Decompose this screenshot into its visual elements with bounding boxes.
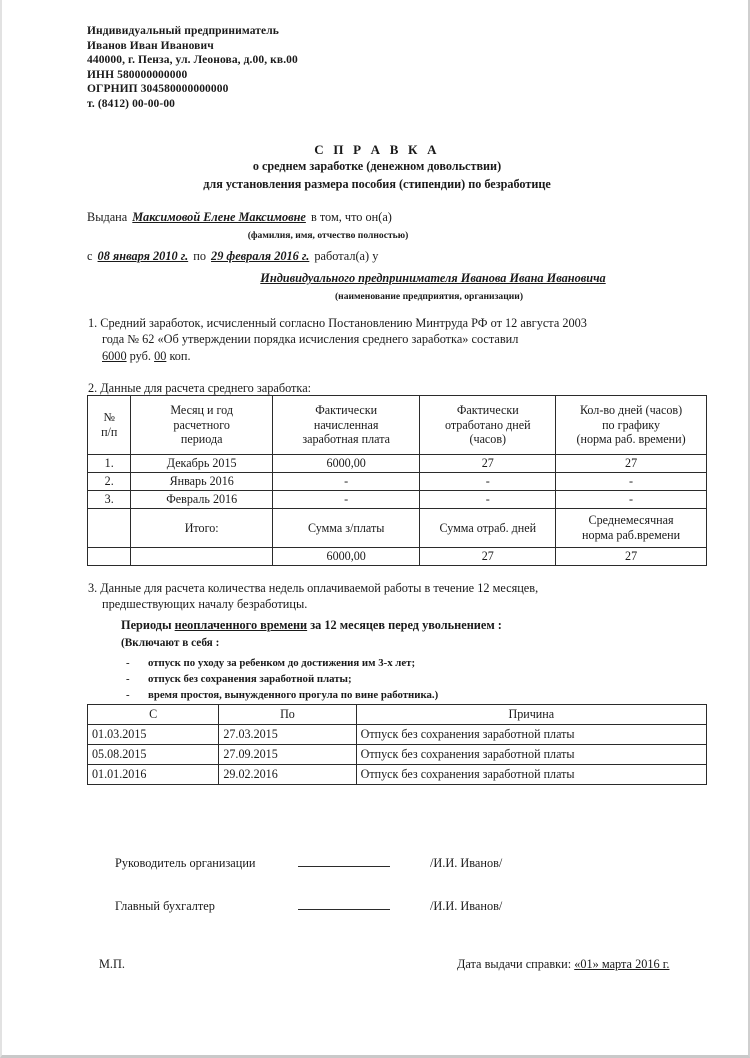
issue-date-label: Дата выдачи справки: xyxy=(457,957,572,971)
table-row xyxy=(88,473,707,491)
earnings-table xyxy=(87,395,707,566)
signature-role-director: Руководитель организации xyxy=(115,856,256,870)
to-label: по xyxy=(193,249,206,263)
letterhead-line-6: т. (8412) 00-00-00 xyxy=(87,97,176,110)
cell-total-norm-label xyxy=(556,509,707,548)
col-header-wage xyxy=(272,396,420,455)
cell-total-value-worked: 27 xyxy=(420,548,556,566)
cell-number: 1. xyxy=(88,455,131,473)
cell-total-label: Итого: xyxy=(131,509,272,548)
list-item xyxy=(88,655,698,671)
col-header-month-line-1: Месяц и год xyxy=(170,403,234,418)
cell-from-date: 05.08.2015 xyxy=(88,745,219,765)
letterhead-line-3: 440000, г. Пенза, ул. Леонова, д.00, кв.00 xyxy=(87,54,298,67)
cell-worked-days: - xyxy=(420,473,556,491)
section-3-line-2: предшествующих началу безработицы. xyxy=(102,597,308,612)
dash-icon: - xyxy=(126,672,130,685)
letterhead xyxy=(87,24,298,112)
list-item-label: отпуск без сохранения заработной платы; xyxy=(148,672,352,685)
cell-month: Декабрь 2015 xyxy=(131,455,272,473)
section-3-bullet-list xyxy=(88,655,698,703)
cell-from-date: 01.01.2016 xyxy=(88,765,219,785)
section-1-line-2: года № 62 «Об утверждении порядка исчисления среднего заработка» составил xyxy=(102,332,519,347)
table-row xyxy=(88,491,707,509)
earnings-table-head xyxy=(88,396,707,455)
table-row xyxy=(88,745,707,765)
signature-line-director xyxy=(298,855,390,867)
list-item xyxy=(88,671,698,687)
signature-name-accountant: /И.И. Иванов/ xyxy=(430,899,503,913)
section-1-line-1: 1. Средний заработок, исчисленный согласно Постановлению Минтруда РФ от 12 августа 2003 xyxy=(88,316,587,330)
col-header-from: С xyxy=(88,705,219,725)
col-header-worked-days xyxy=(420,396,556,455)
cell-to-date: 29.02.2016 xyxy=(219,765,356,785)
document-title: С П Р А В К А xyxy=(314,142,440,157)
cell-total-worked-label: Сумма отраб. дней xyxy=(420,509,556,548)
cell-reason: Отпуск без сохранения заработной платы xyxy=(356,745,706,765)
section-3-heading-prefix: Периоды xyxy=(121,617,175,632)
cell-wage: - xyxy=(272,473,420,491)
document-title-block xyxy=(2,141,750,193)
cell-month: Февраль 2016 xyxy=(131,491,272,509)
issue-date-row xyxy=(457,957,669,972)
cell-norm-days: - xyxy=(556,473,707,491)
col-header-number-line-1: № xyxy=(103,410,115,425)
cell-to-date: 27.03.2015 xyxy=(219,725,356,745)
rubles-label: руб. xyxy=(129,348,151,363)
issue-date-value: «01» марта 2016 г. xyxy=(574,957,670,971)
cell-number: 2. xyxy=(88,473,131,491)
cell-to-date: 27.09.2015 xyxy=(219,745,356,765)
col-header-norm-days-line-3: (норма раб. времени) xyxy=(576,432,686,447)
section-3-heading-underlined: неоплаченного времени xyxy=(174,617,308,632)
cell-total-value-wage: 6000,00 xyxy=(272,548,420,566)
col-header-wage-line-3: заработная плата xyxy=(302,432,391,447)
cell-number: 3. xyxy=(88,491,131,509)
average-earnings-kopecks: 00 xyxy=(154,348,167,363)
caption-full-name: (фамилия, имя, отчество полностью) xyxy=(247,230,409,241)
col-header-number xyxy=(88,396,131,455)
caption-organization: (наименование предприятия, организации) xyxy=(334,291,524,302)
col-header-month-line-3: периода xyxy=(180,432,223,447)
average-earnings-rubles: 6000 xyxy=(102,348,127,363)
letterhead-line-4: ИНН 580000000000 xyxy=(87,68,188,81)
cell-total-number xyxy=(88,509,131,548)
signature-row-director xyxy=(115,855,502,871)
organization-name: Индивидуального предпринимателя Иванова Ивана Ивановича xyxy=(260,271,606,285)
from-label: с xyxy=(87,249,93,263)
stamp-placeholder: М.П. xyxy=(99,957,125,971)
cell-norm-days: 27 xyxy=(556,455,707,473)
list-item xyxy=(88,687,698,703)
employment-from-date: 08 января 2010 г. xyxy=(97,249,189,263)
issued-to-block xyxy=(87,210,687,304)
section-3-include-label: (Включают в себя : xyxy=(121,637,220,650)
letterhead-line-1: Индивидуальный предприниматель xyxy=(87,25,279,37)
cell-total-value-month xyxy=(131,548,272,566)
dash-icon: - xyxy=(126,688,130,701)
cell-wage: 6000,00 xyxy=(272,455,420,473)
employment-to-date: 29 февраля 2016 г. xyxy=(211,249,310,263)
table-row xyxy=(88,765,707,785)
section-3-line-1: 3. Данные для расчета количества недель оплачиваемой работы в течение 12 месяцев, xyxy=(88,581,539,595)
document-subtitle-line-2: для установления размера пособия (стипендии) по безработице xyxy=(203,176,551,191)
col-header-wage-line-2: начисленная xyxy=(313,417,379,432)
cell-total-wage-label: Сумма з/платы xyxy=(272,509,420,548)
col-header-norm-days-line-2: по графику xyxy=(602,417,661,432)
cell-from-date: 01.03.2015 xyxy=(88,725,219,745)
unpaid-periods-table-body xyxy=(88,725,707,785)
signature-row-accountant xyxy=(115,898,502,914)
cell-wage: - xyxy=(272,491,420,509)
issued-to-row xyxy=(87,210,687,225)
col-header-reason: Причина xyxy=(356,705,706,725)
col-header-worked-days-line-2: отработано дней xyxy=(444,417,531,432)
cell-reason: Отпуск без сохранения заработной платы xyxy=(356,725,706,745)
section-3-heading-suffix: за 12 месяцев перед увольнением : xyxy=(307,617,502,632)
col-header-worked-days-line-3: (часов) xyxy=(469,432,507,447)
earnings-table-body xyxy=(88,455,707,566)
col-header-norm-days-line-1: Кол-во дней (часов) xyxy=(579,403,683,418)
col-header-wage-line-1: Фактически xyxy=(315,403,378,418)
col-header-norm-days xyxy=(556,396,707,455)
issued-person-name: Максимовой Елене Максимовне xyxy=(132,210,306,224)
kopecks-label: коп. xyxy=(169,348,191,363)
cell-month: Январь 2016 xyxy=(131,473,272,491)
section-3-heading xyxy=(88,617,698,633)
worked-at-label: работал(а) у xyxy=(314,249,379,263)
table-total-label-row xyxy=(88,509,707,548)
cell-total-value-norm: 27 xyxy=(556,548,707,566)
col-header-month-line-2: расчетного xyxy=(173,417,230,432)
col-header-month xyxy=(131,396,272,455)
list-item-label: время простоя, вынужденного прогула по вине работника.) xyxy=(148,688,439,701)
cell-reason: Отпуск без сохранения заработной платы xyxy=(356,765,706,785)
col-header-worked-days-line-1: Фактически xyxy=(456,403,519,418)
document-subtitle-line-1: о среднем заработке (денежном довольствии) xyxy=(252,159,502,173)
unpaid-periods-table xyxy=(87,704,707,785)
employment-period-row xyxy=(87,249,687,264)
cell-total-value-number xyxy=(88,548,131,566)
table-row xyxy=(88,725,707,745)
cell-total-norm-label-line-1: Среднемесячная xyxy=(588,513,674,528)
document-body xyxy=(2,0,748,1055)
signature-block xyxy=(115,855,502,941)
section-1-amount-row xyxy=(88,348,688,364)
list-item-label: отпуск по уходу за ребенком до достижения им 3-х лет; xyxy=(148,656,416,669)
signature-line-accountant xyxy=(298,898,390,910)
section-2-label: 2. Данные для расчета среднего заработка: xyxy=(88,381,312,395)
section-3 xyxy=(88,580,698,703)
signature-role-accountant: Главный бухгалтер xyxy=(115,899,215,913)
earnings-table-header-row xyxy=(88,396,707,455)
section-1 xyxy=(88,315,688,364)
cell-total-norm-label-line-2: норма раб.времени xyxy=(582,528,681,542)
col-header-to: По xyxy=(219,705,356,725)
cell-worked-days: - xyxy=(420,491,556,509)
unpaid-periods-header-row xyxy=(88,705,707,725)
letterhead-line-2: Иванов Иван Иванович xyxy=(87,39,214,52)
cell-norm-days: - xyxy=(556,491,707,509)
col-header-number-line-2: п/п xyxy=(101,425,118,439)
issued-label: Выдана xyxy=(87,210,128,224)
issued-tail: в том, что он(а) xyxy=(310,210,392,224)
letterhead-line-5: ОГРНИП 304580000000000 xyxy=(87,83,229,96)
table-total-values-row xyxy=(88,548,707,566)
cell-worked-days: 27 xyxy=(420,455,556,473)
organization-row xyxy=(179,271,687,286)
dash-icon: - xyxy=(126,656,130,669)
table-row xyxy=(88,455,707,473)
unpaid-periods-table-head xyxy=(88,705,707,725)
signature-name-director: /И.И. Иванов/ xyxy=(430,856,503,870)
